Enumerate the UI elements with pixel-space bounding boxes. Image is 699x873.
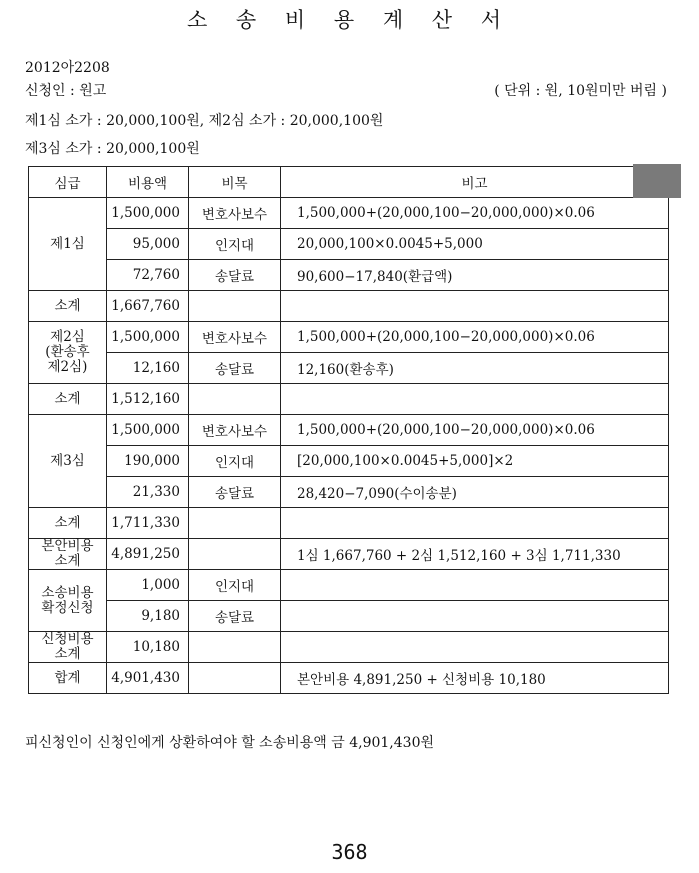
note-cell: 28,420−7,090(수이송분) <box>281 477 669 508</box>
header-note: 비고 <box>281 167 669 198</box>
subtotal-label: 소계 <box>29 384 107 415</box>
table-row <box>29 415 669 446</box>
label-line: 확정신청 <box>41 599 94 616</box>
subtotal-label: 소계 <box>29 291 107 322</box>
category-first-instance: 제1심 <box>29 198 107 291</box>
table-row <box>29 229 669 260</box>
item-cell: 변호사보수 <box>189 322 281 353</box>
main-cost-amount: 4,891,250 <box>107 539 189 570</box>
header-instance: 심급 <box>29 167 107 198</box>
total-label: 합계 <box>29 663 107 694</box>
applicant-line: 신청인 : 원고 <box>25 83 107 99</box>
table-row <box>29 477 669 508</box>
item-cell: 인지대 <box>189 570 281 601</box>
amount-cell: 12,160 <box>107 353 189 384</box>
table-header-row <box>29 167 669 198</box>
value-line-2: 제3심 소가 : 20,000,100원 <box>25 141 200 157</box>
category-line: (환송후 <box>45 344 90 360</box>
amount-cell: 9,180 <box>107 601 189 632</box>
subtotal-amount: 1,512,160 <box>107 384 189 415</box>
item-cell: 변호사보수 <box>189 198 281 229</box>
category-line: 제2심) <box>47 359 88 375</box>
amount-cell: 1,000 <box>107 570 189 601</box>
footer-statement: 피신청인이 신청인에게 상환하여야 할 소송비용액 금 4,901,430원 <box>25 735 435 751</box>
main-cost-label <box>29 539 107 570</box>
header-amount: 비용액 <box>107 167 189 198</box>
document-title: 소 송 비 용 계 산 서 <box>186 8 513 32</box>
main-cost-note: 1심 1,667,760 + 2심 1,512,160 + 3심 1,711,330 <box>281 539 669 570</box>
amount-cell: 72,760 <box>107 260 189 291</box>
subtotal-amount: 1,711,330 <box>107 508 189 539</box>
amount-cell: 1,500,000 <box>107 322 189 353</box>
item-cell: 인지대 <box>189 229 281 260</box>
item-cell: 송달료 <box>189 601 281 632</box>
amount-cell: 95,000 <box>107 229 189 260</box>
amount-cell: 190,000 <box>107 446 189 477</box>
application-cost-amount: 10,180 <box>107 632 189 663</box>
subtotal-row <box>29 508 669 539</box>
case-number: 2012아2208 <box>25 60 110 76</box>
label-line: 신청비용 <box>41 631 94 647</box>
table-row <box>29 570 669 601</box>
table-row <box>29 601 669 632</box>
amount-cell: 1,500,000 <box>107 198 189 229</box>
label-line: 소송비용 <box>41 584 94 601</box>
label-line: 소계 <box>54 646 81 662</box>
total-row <box>29 663 669 694</box>
table-row <box>29 353 669 384</box>
cost-table <box>28 166 669 694</box>
value-line-1: 제1심 소가 : 20,000,100원, 제2심 소가 : 20,000,100원 <box>25 113 384 129</box>
table-row <box>29 260 669 291</box>
header-item: 비목 <box>189 167 281 198</box>
amount-cell: 21,330 <box>107 477 189 508</box>
page-number: 368 <box>331 840 368 864</box>
main-cost-row <box>29 539 669 570</box>
item-cell: 송달료 <box>189 260 281 291</box>
item-cell: 송달료 <box>189 353 281 384</box>
total-note: 본안비용 4,891,250 + 신청비용 10,180 <box>281 663 669 694</box>
gray-marker-block <box>633 164 681 198</box>
note-cell: 90,600−17,840(환급액) <box>281 260 669 291</box>
note-cell: 1,500,000+(20,000,100−20,000,000)×0.06 <box>281 415 669 446</box>
item-cell: 송달료 <box>189 477 281 508</box>
table-row <box>29 322 669 353</box>
subtotal-row <box>29 384 669 415</box>
category-third-instance: 제3심 <box>29 415 107 508</box>
note-cell: 1,500,000+(20,000,100−20,000,000)×0.06 <box>281 198 669 229</box>
total-amount: 4,901,430 <box>107 663 189 694</box>
category-line: 제2심 <box>50 329 85 345</box>
table-row <box>29 446 669 477</box>
note-cell: 20,000,100×0.0045+5,000 <box>281 229 669 260</box>
item-cell: 변호사보수 <box>189 415 281 446</box>
note-cell: 12,160(환송후) <box>281 353 669 384</box>
table-row <box>29 198 669 229</box>
note-cell: 1,500,000+(20,000,100−20,000,000)×0.06 <box>281 322 669 353</box>
note-cell: [20,000,100×0.0045+5,000]×2 <box>281 446 669 477</box>
subtotal-row <box>29 291 669 322</box>
label-line: 소계 <box>54 553 81 569</box>
subtotal-amount: 1,667,760 <box>107 291 189 322</box>
unit-note: ( 단위 : 원, 10원미만 버림 ) <box>494 83 667 99</box>
category-second-instance <box>29 322 107 384</box>
item-cell: 인지대 <box>189 446 281 477</box>
application-cost-label <box>29 632 107 663</box>
application-cost-row <box>29 632 669 663</box>
label-line: 본안비용 <box>41 538 94 554</box>
subtotal-label: 소계 <box>29 508 107 539</box>
amount-cell: 1,500,000 <box>107 415 189 446</box>
confirmation-label <box>29 570 107 632</box>
